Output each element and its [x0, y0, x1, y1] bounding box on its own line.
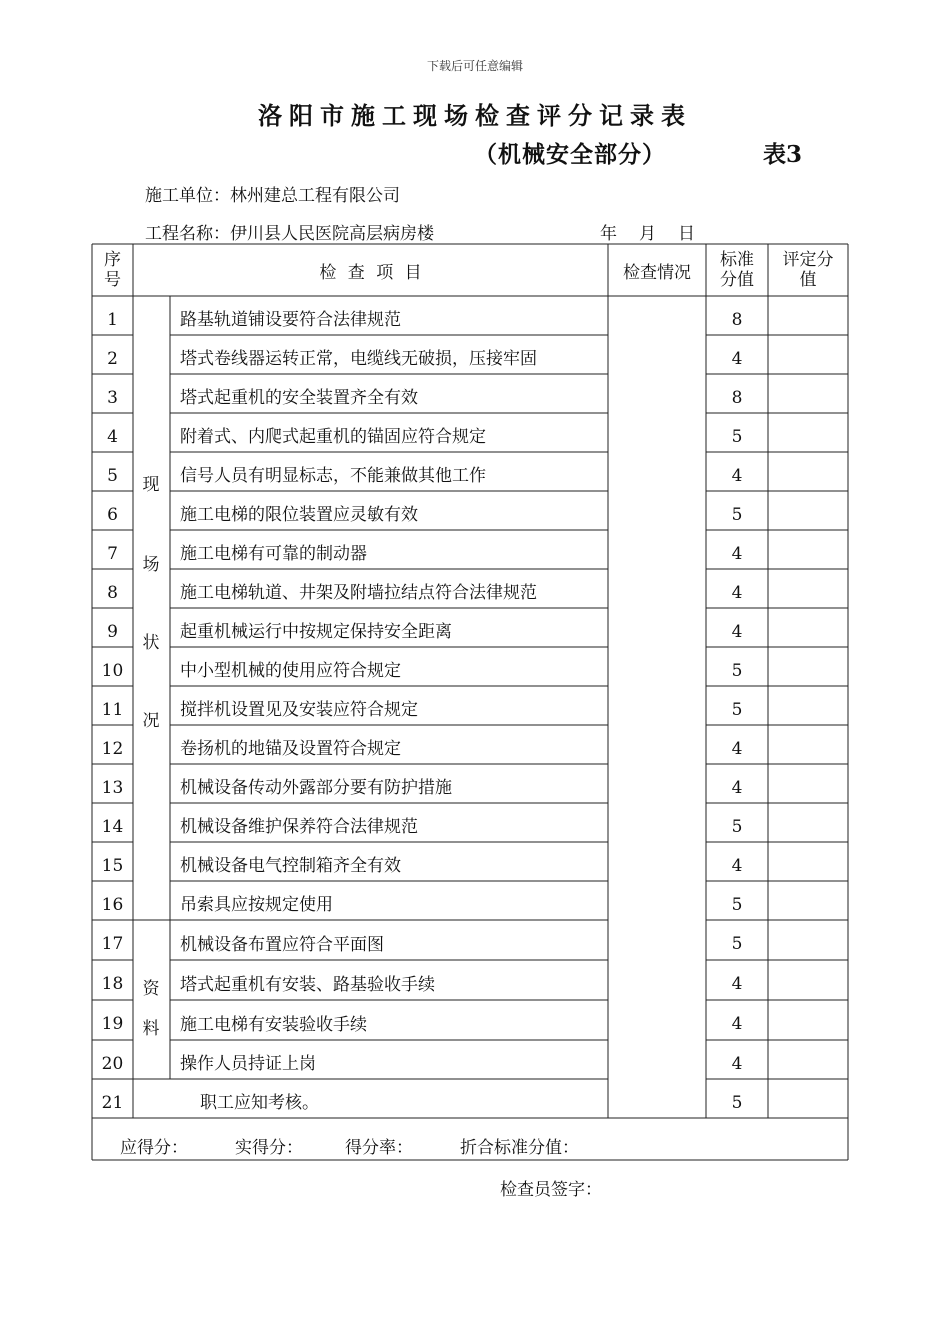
row-item: 中小型机械的使用应符合规定: [180, 661, 401, 681]
row-standard-points: 5: [731, 1092, 743, 1113]
row-item: 塔式起重机的安全装置齐全有效: [180, 388, 418, 408]
row-score-input[interactable]: [768, 413, 848, 452]
row-standard-points: 4: [731, 855, 743, 876]
row-standard-points: 5: [731, 934, 743, 954]
footer-actual: 实得分：: [235, 1138, 303, 1158]
date-day: 日: [678, 224, 695, 244]
row-item: 附着式、内爬式起重机的锚固应符合规定: [180, 427, 486, 447]
date-year: 年: [600, 224, 617, 244]
row-standard-points: 5: [731, 660, 743, 681]
header-note: 下载后可任意编辑: [426, 59, 523, 73]
row-seq: 9: [107, 621, 118, 642]
row-item: 信号人员有明显标志，不能兼做其他工作: [180, 466, 486, 486]
row-standard-points: 4: [731, 777, 743, 798]
row-score-input[interactable]: [768, 335, 848, 374]
row-item: 机械设备维护保养符合法律规范: [180, 817, 418, 837]
row-score-input[interactable]: [768, 374, 848, 413]
row-seq: 19: [101, 1014, 124, 1034]
row-standard-points: 4: [731, 465, 743, 486]
row-standard-points: 4: [731, 543, 743, 564]
row-seq: 11: [101, 699, 124, 720]
inspection-status-field[interactable]: [608, 296, 706, 1118]
row-score-input[interactable]: [768, 764, 848, 803]
row-standard-points: 4: [731, 738, 743, 759]
row-item: 机械设备布置应符合平面图: [180, 934, 384, 955]
row-standard-points: 4: [731, 1014, 743, 1034]
row-item: 塔式起重机有安装、路基验收手续: [180, 974, 435, 995]
row-score-input[interactable]: [768, 803, 848, 842]
row-standard-points: 4: [731, 974, 743, 994]
row-seq: 8: [107, 582, 118, 603]
row-standard-points: 4: [731, 348, 743, 369]
row-score-input[interactable]: [768, 686, 848, 725]
row-standard-points: 5: [731, 426, 743, 447]
row-score-input[interactable]: [768, 920, 848, 960]
row-standard-points: 4: [731, 621, 743, 642]
date-month: 月: [639, 224, 656, 244]
row-item: 卷扬机的地锚及设置符合规定: [180, 739, 401, 759]
header-seq: 序号: [104, 250, 121, 290]
row-seq: 16: [101, 894, 124, 915]
row-seq: 10: [101, 660, 124, 681]
construction-unit: 施工单位：林州建总工程有限公司: [145, 186, 400, 206]
row-score-input[interactable]: [768, 960, 848, 1000]
row-seq: 14: [101, 816, 124, 837]
row-item: 路基轨道铺设要符合法律规范: [180, 310, 401, 330]
row-seq: 18: [101, 974, 124, 994]
group-label-onsite-char: 现: [142, 475, 160, 495]
row-standard-points: 5: [731, 699, 743, 720]
row-item: 起重机械运行中按规定保持安全距离: [180, 622, 452, 642]
row-score-input[interactable]: [768, 530, 848, 569]
project-name: 工程名称：伊川县人民医院高层病房楼: [145, 224, 434, 244]
row-standard-points: 5: [731, 816, 743, 837]
row-seq: 20: [101, 1053, 124, 1074]
row-score-input[interactable]: [768, 569, 848, 608]
row-seq: 4: [107, 426, 118, 447]
row-item: 施工电梯的限位装置应灵敏有效: [180, 505, 418, 525]
row-seq: 2: [107, 348, 118, 369]
footer-converted: 折合标准分值：: [460, 1138, 579, 1158]
row-score-input[interactable]: [768, 452, 848, 491]
row-seq: 12: [101, 738, 124, 759]
row-standard-points: 5: [731, 504, 743, 525]
row-seq: 1: [107, 309, 118, 330]
footer-due: 应得分：: [120, 1138, 188, 1158]
row-item: 吊索具应按规定使用: [180, 895, 333, 915]
row-item: 职工应知考核。: [200, 1093, 319, 1113]
page-subtitle: （机械安全部分）: [474, 141, 666, 168]
row-score-input[interactable]: [768, 1040, 848, 1079]
row-seq: 13: [101, 777, 124, 798]
row-seq: 3: [107, 387, 118, 408]
row-item: 施工电梯有可靠的制动器: [180, 544, 367, 564]
row-score-input[interactable]: [768, 296, 848, 335]
header-score: 评定分值: [782, 250, 834, 290]
page-title: 洛阳市施工现场检查评分记录表: [258, 101, 692, 130]
group-label-onsite-char: 场: [142, 555, 160, 575]
header-standard: 标准分值: [720, 250, 754, 290]
row-item: 搅拌机设置见及安装应符合规定: [180, 700, 418, 720]
row-seq: 17: [101, 934, 124, 954]
table-number: 表3: [763, 141, 803, 168]
group-label-docs-char: 料: [142, 1019, 160, 1039]
row-seq: 5: [107, 465, 118, 486]
row-score-input[interactable]: [768, 647, 848, 686]
header-item: 检 查 项 目: [319, 262, 422, 283]
row-standard-points: 4: [731, 582, 743, 603]
row-score-input[interactable]: [768, 1000, 848, 1040]
row-seq: 7: [107, 543, 118, 564]
row-standard-points: 4: [731, 1053, 743, 1074]
row-seq: 15: [101, 855, 124, 876]
group-label-docs-char: 资: [142, 979, 160, 999]
row-score-input[interactable]: [768, 1079, 848, 1118]
row-score-input[interactable]: [768, 725, 848, 764]
footer-rate: 得分率：: [345, 1138, 413, 1158]
row-score-input[interactable]: [768, 842, 848, 881]
group-label-onsite-char: 状: [142, 633, 160, 653]
group-label-onsite-char: 况: [142, 711, 160, 731]
row-standard-points: 8: [731, 309, 743, 330]
header-status: 检查情况: [623, 262, 691, 283]
inspector-signature: 检查员签字：: [500, 1180, 602, 1200]
row-standard-points: 5: [731, 894, 743, 915]
row-score-input[interactable]: [768, 608, 848, 647]
row-item: 机械设备传动外露部分要有防护措施: [180, 778, 452, 798]
row-item: 机械设备电气控制箱齐全有效: [180, 856, 401, 876]
row-item: 施工电梯轨道、井架及附墙拉结点符合法律规范: [180, 583, 537, 603]
row-seq: 6: [107, 504, 118, 525]
row-score-input[interactable]: [768, 491, 848, 530]
row-seq: 21: [101, 1092, 124, 1113]
row-standard-points: 8: [731, 387, 743, 408]
row-item: 施工电梯有安装验收手续: [180, 1014, 367, 1035]
row-item: 操作人员持证上岗: [180, 1054, 316, 1074]
row-score-input[interactable]: [768, 881, 848, 920]
row-item: 塔式卷线器运转正常，电缆线无破损，压接牢固: [180, 349, 537, 369]
